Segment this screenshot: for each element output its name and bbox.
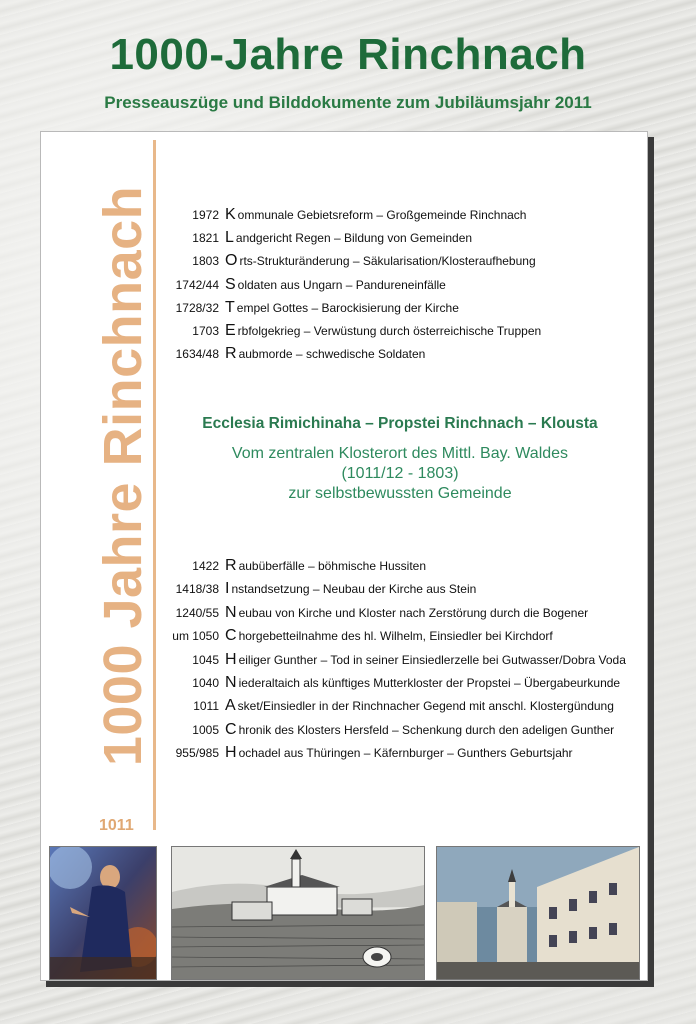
timeline-row: 1972 K ommunale Gebietsreform – Großgemeinde Rinchnach [192, 206, 527, 223]
center-line-2: (1011/12 - 1803) [341, 465, 459, 482]
center-subheading [157, 444, 643, 504]
timeline-row: 1634/48 R aubmorde – schwedische Soldaten [175, 345, 426, 363]
timeline-row: um 1050 C horgebetteilnahme des hl. Wilhelm, Einsiedler bei Kirchdorf [172, 627, 553, 645]
timeline-row: 1011 A sket/Einsiedler in der Rinchnacher Gegend mit anschl. Klostergündung [193, 697, 614, 715]
timeline-row: 1240/55 N eubau von Kirche und Kloster nach Zerstörung durch die Bogener [175, 603, 589, 621]
timeline-row: 1703 E rbfolgekrieg – Verwüstung durch österreichische Truppen [192, 321, 542, 339]
timeline-row: 1422 R aubüberfälle – böhmische Hussiten [192, 557, 427, 574]
vertical-title: 1000 Jahre Rinchnach [93, 185, 153, 767]
founding-year: 1011 [99, 817, 134, 834]
center-line-3: zur selbstbewussten Gemeinde [288, 485, 512, 502]
saint-painting-image [49, 846, 157, 980]
village-street-photo [436, 846, 640, 980]
center-heading: Ecclesia Rimichinaha – Propstei Rinchnach – Klousta [202, 415, 598, 432]
timeline-row: 1821 L andgericht Regen – Bildung von Gemeinden [192, 229, 473, 247]
page-title: 1000-Jahre Rinchnach [109, 30, 587, 79]
center-line-1: Vom zentralen Klosterort des Mittl. Bay. Waldes [231, 445, 569, 462]
timeline-row: 1045 H eiliger Gunther – Tod in seiner Einsiedlerzelle bei Gutwasser/Dobra Voda [192, 650, 626, 668]
timeline-row: 1803 O rts-Strukturänderung – Säkularisation/Klosteraufhebung [192, 252, 536, 270]
divider-line [153, 140, 156, 830]
timeline-row: 1418/38 I nstandsetzung – Neubau der Kirche aus Stein [175, 580, 477, 598]
timeline-row: 955/985 H ochadel aus Thüringen – Käfernburger – Gunthers Geburtsjahr [175, 744, 573, 762]
timeline-row: 1040 N iederaltaich als künftiges Mutterkloster der Propstei – Übergabeurkunde [192, 673, 621, 691]
page-subtitle: Presseauszüge und Bilddokumente zum Jubiläumsjahr 2011 [104, 93, 592, 112]
timeline-bottom [159, 557, 639, 768]
poster-card [40, 131, 648, 981]
timeline-row: 1742/44 S oldaten aus Ungarn – Pandureneinfälle [175, 275, 446, 293]
timeline-top [159, 206, 639, 368]
timeline-row: 1005 C hronik des Klosters Hersfeld – Schenkung durch den adeligen Gunther [192, 720, 615, 738]
timeline-row: 1728/32 T empel Gottes – Barockisierung der Kirche [175, 298, 459, 316]
monastery-engraving-image [171, 846, 425, 980]
